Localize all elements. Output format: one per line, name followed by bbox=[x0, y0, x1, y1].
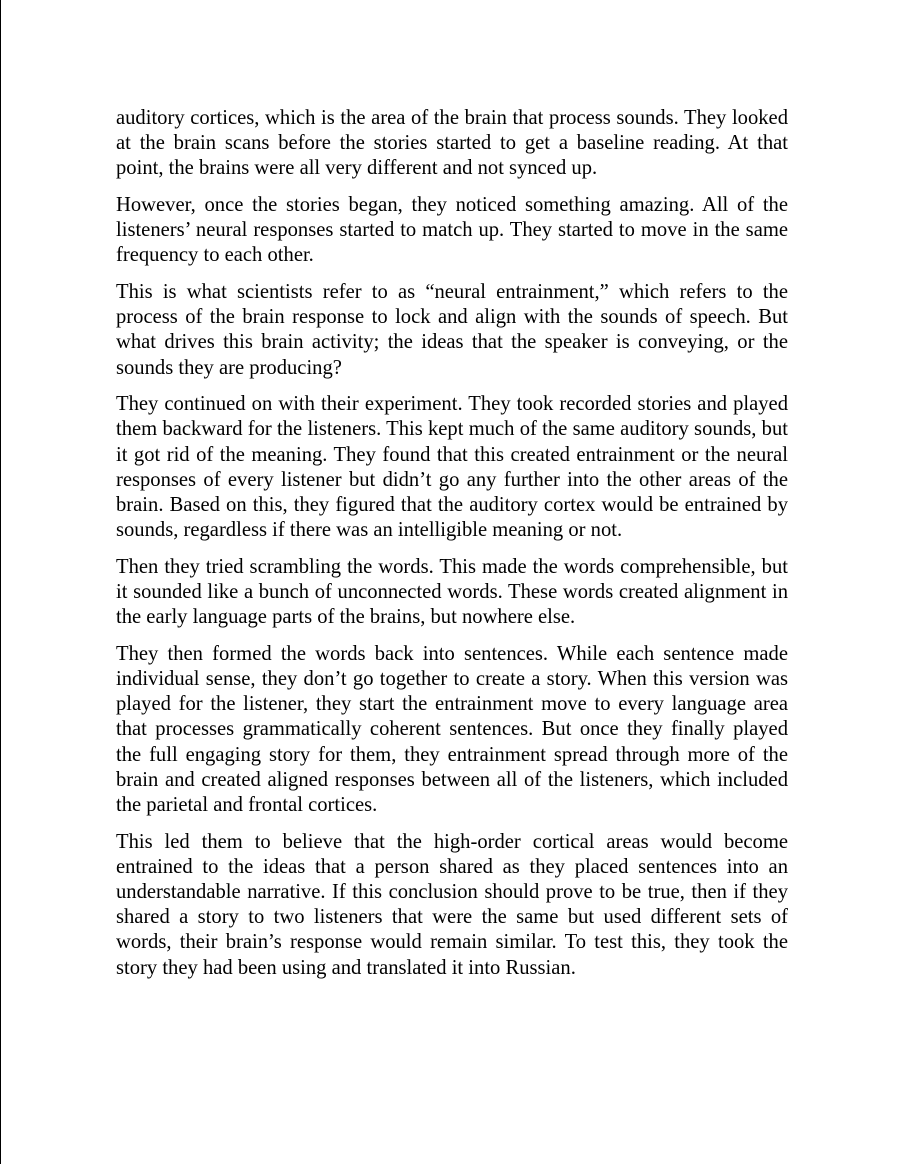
paragraph-5: Then they tried scrambling the words. This made the words comprehensible, but it sounded like a bunch of unconnected words. These words created alignment in the early language parts of the brains, but nowhere else. bbox=[116, 555, 788, 629]
paragraph-7: This led them to believe that the high-order cortical areas would become entrained to the ideas that a person shared as they placed sentences into an understandable narrative. If this conclusion should prove to be true, then if they shared a story to two listeners that were the same but used different sets of words, their brain’s response would remain similar. To test this, they took the story they had been using and translated it into Russian. bbox=[116, 830, 788, 979]
paragraph-4: They continued on with their experiment. They took recorded stories and played them backward for the listeners. This kept much of the same auditory sounds, but it got rid of the meaning. They found that this created entrainment or the neural responses of every listener but didn’t go any further into the other areas of the brain. Based on this, they figured that the auditory cortex would be entrained by sounds, regardless if there was an intelligible meaning or not. bbox=[116, 393, 788, 542]
paragraph-2: However, once the stories began, they noticed something amazing. All of the listeners’ neural responses started to match up. They started to move in the same frequency to each other. bbox=[116, 194, 788, 267]
paragraph-3: This is what scientists refer to as “neural entrainment,” which refers to the process of the brain response to lock and align with the sounds of speech. But what drives this brain activity; the ideas that the speaker is conveying, or the sounds they are producing? bbox=[116, 281, 788, 379]
paragraph-1: auditory cortices, which is the area of the brain that process sounds. They looked at the brain scans before the stories started to get a baseline reading. At that point, the brains were all very different and not synced up. bbox=[116, 107, 788, 180]
body-text bbox=[116, 106, 788, 992]
paragraph-6: They then formed the words back into sentences. While each sentence made individual sense, they don’t go together to create a story. When this version was played for the listener, they start the entrainment move to every language area that processes grammatically coherent sentences. But once they finally played the full engaging story for them, they entrainment spread through more of the brain and created aligned responses between all of the listeners, which included the parietal and frontal cortices. bbox=[116, 642, 788, 817]
